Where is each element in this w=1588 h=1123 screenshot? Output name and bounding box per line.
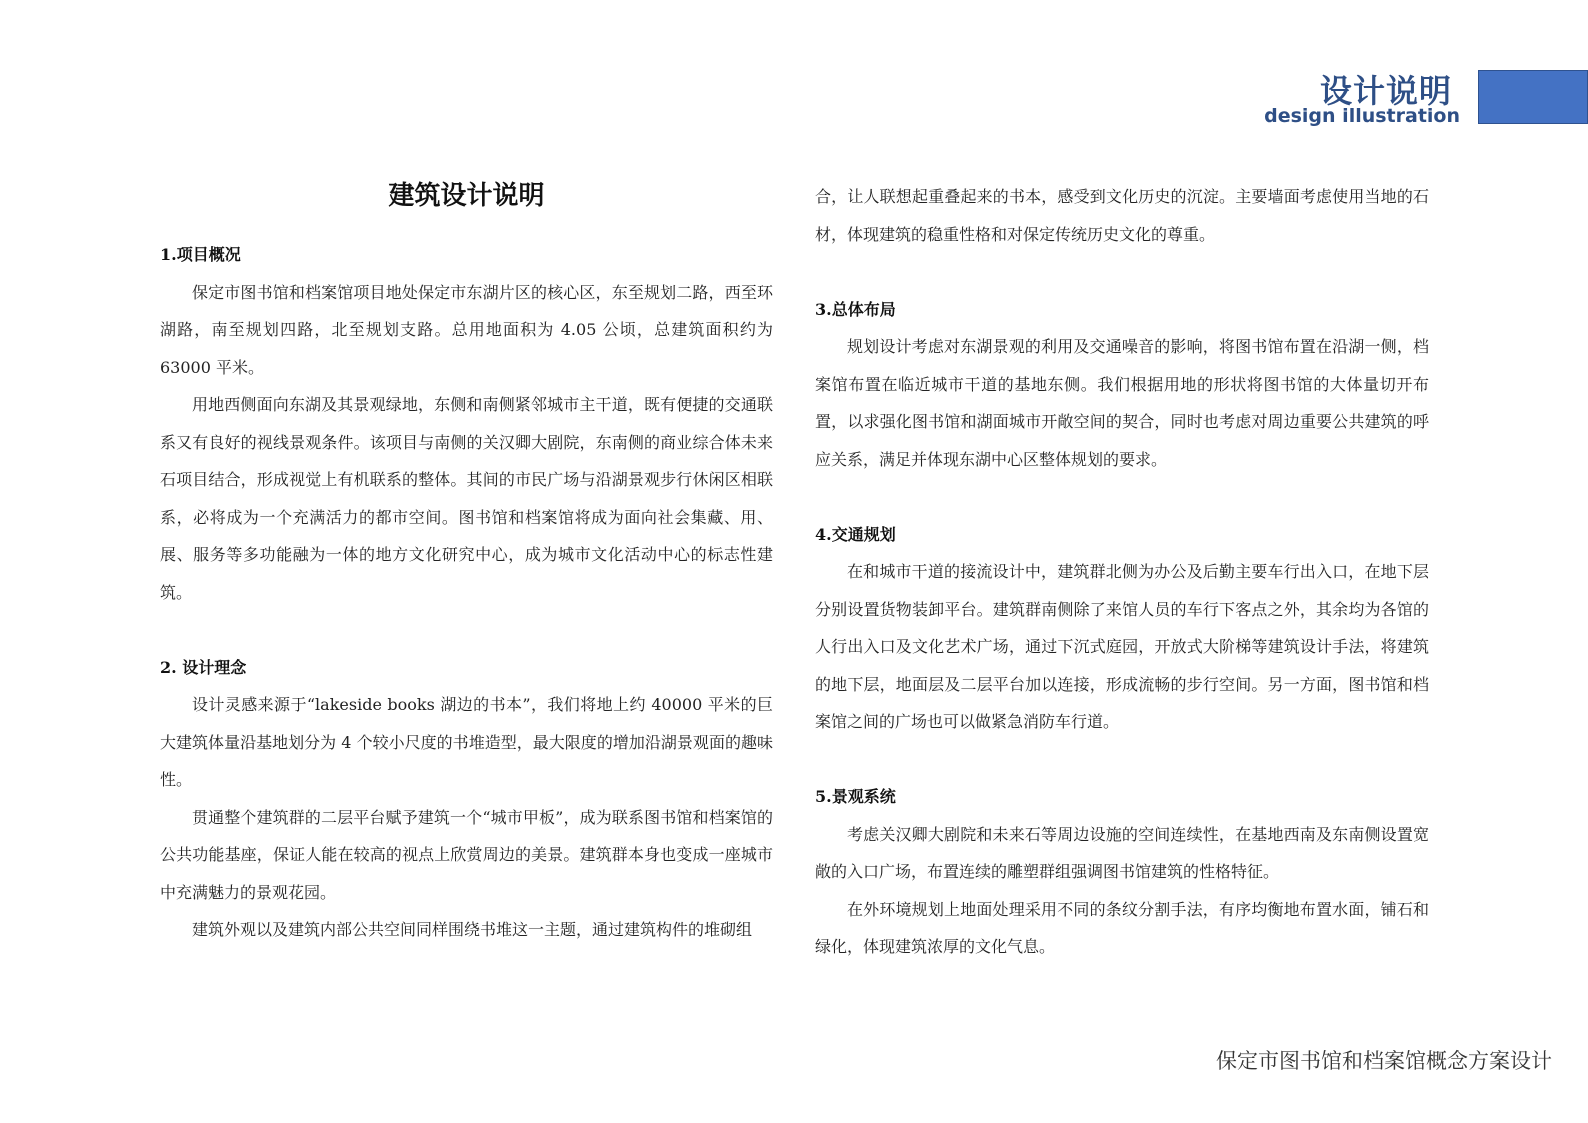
section-gap	[815, 478, 1429, 516]
left-column	[160, 178, 773, 949]
section-heading-overview: 1.项目概况	[160, 245, 241, 264]
document-title: 建筑设计说明	[388, 181, 545, 211]
section-heading-traffic: 4.交通规划	[815, 524, 896, 544]
header-accent-block	[1478, 70, 1588, 124]
section-gap	[160, 611, 773, 649]
footer-project-title: 保定市图书馆和档案馆概念方案设计	[1216, 1049, 1552, 1073]
section-paragraph: 贯通整个建筑群的二层平台赋予建筑一个“城市甲板”，成为联系图书馆和档案馆的公共功能基座，保证人能在较高的视点上欣赏周边的美景。建筑群本身也变成一座城市中充满魅力的景观花园。	[160, 807, 773, 902]
section-paragraph: 在外环境规划上地面处理采用不同的条纹分割手法，有序均衡地布置水面，铺石和绿化，体现建筑浓厚的文化气息。	[815, 899, 1429, 956]
section-paragraph: 设计灵感来源于“lakeside books 湖边的书本”，我们将地上约 40000 平米的巨大建筑体量沿基地划分为 4 个较小尺度的书堆造型，最大限度的增加沿湖景观面的趣味性。	[160, 695, 773, 789]
section-paragraph: 建筑外观以及建筑内部公共空间同样围绕书堆这一主题，通过建筑构件的堆砌组	[192, 920, 753, 939]
header-subtitle: design illustration	[1264, 105, 1460, 127]
section-paragraph-continuation: 合，让人联想起重叠起来的书本，感受到文化历史的沉淀。主要墙面考虑使用当地的石材，体现建筑的稳重性格和对保定传统历史文化的尊重。	[815, 187, 1429, 244]
section-gap	[815, 741, 1429, 779]
section-heading-landscape: 5.景观系统	[815, 787, 896, 806]
section-paragraph: 考虑关汉卿大剧院和未来石等周边设施的空间连续性，在基地西南及东南侧设置宽敞的入口广场，布置连续的雕塑群组强调图书馆建筑的性格特征。	[815, 824, 1429, 881]
section-paragraph: 在和城市干道的接流设计中，建筑群北侧为办公及后勤主要车行出入口，在地下层分别设置货物装卸平台。建筑群南侧除了来馆人员的车行下客点之外，其余均为各馆的人行出入口及文化艺术广场，通过下沉式庭园，开放式大阶梯等建筑设计手法，将建筑的地下层，地面层及二层平台加以连接，形成流畅的步行空间。另一方面，图书馆和档案馆之间的广场也可以做紧急消防车行道。	[815, 562, 1429, 731]
section-gap	[815, 253, 1429, 291]
right-column	[815, 178, 1429, 966]
section-paragraph: 规划设计考虑对东湖景观的利用及交通噪音的影响，将图书馆布置在沿湖一侧，档案馆布置在临近城市干道的基地东侧。我们根据用地的形状将图书馆的大体量切开布置，以求强化图书馆和湖面城市开敞空间的契合，同时也考虑对周边重要公共建筑的呼应关系，满足并体现东湖中心区整体规划的要求。	[815, 337, 1429, 469]
header-title: 设计说明	[1319, 72, 1452, 110]
section-paragraph: 用地西侧面向东湖及其景观绿地，东侧和南侧紧邻城市主干道，既有便捷的交通联系又有良好的视线景观条件。该项目与南侧的关汉卿大剧院，东南侧的商业综合体未来石项目结合，形成视觉上有机联系的整体。其间的市民广场与沿湖景观步行休闲区相联系，必将成为一个充满活力的都市空间。图书馆和档案馆将成为面向社会集藏、用、展、服务等多功能融为一体的地方文化研究中心，成为城市文化活动中心的标志性建筑。	[160, 395, 773, 602]
section-heading-concept: 2. 设计理念	[160, 657, 247, 677]
section-heading-layout: 3.总体布局	[815, 299, 896, 319]
section-paragraph: 保定市图书馆和档案馆项目地处保定市东湖片区的核心区，东至规划二路，西至环湖路，南至规划四路，北至规划支路。总用地面积为 4.05 公顷，总建筑面积约为 63000 平米。	[160, 282, 773, 377]
